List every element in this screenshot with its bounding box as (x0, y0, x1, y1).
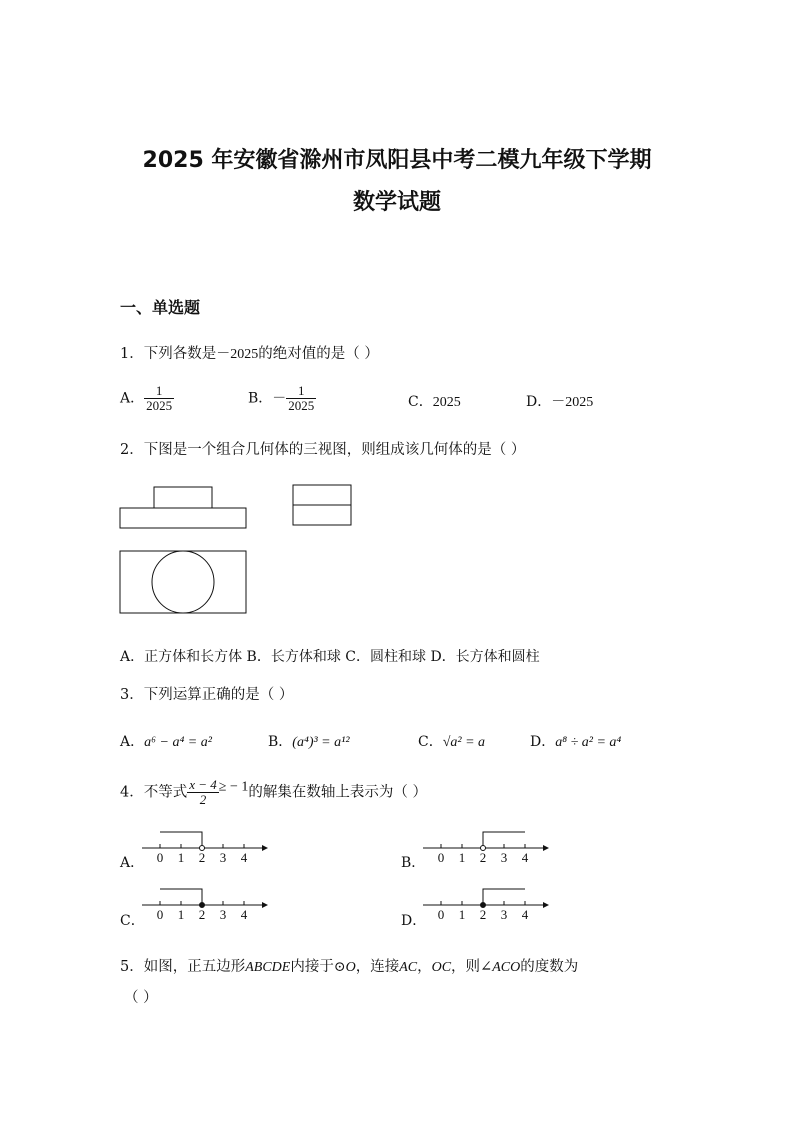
open-dot (481, 846, 486, 851)
question-5-stem: 5．如图，正五边形ABCDE内接于⊙O，连接AC，OC，则∠ACO的度数为 (120, 959, 579, 975)
question-1-stem: 1．下列各数是－2025的绝对值的是（ ） (120, 346, 379, 362)
axis-tick-label: 0 (156, 850, 164, 865)
axis-tick-label: 0 (437, 907, 445, 922)
axis-arrow (543, 902, 549, 908)
axis-tick-label: 3 (219, 850, 227, 865)
q4-option-b-label[interactable]: B． (401, 855, 426, 871)
closed-dot (200, 903, 205, 908)
three-view-figure (118, 484, 358, 618)
axis-tick-label: 1 (177, 907, 185, 922)
axis-tick-label: 2 (198, 850, 206, 865)
section-heading: 一、单选题 (120, 298, 201, 317)
q1-option-a[interactable]: A． $\frac{1}{2025}$ (120, 383, 173, 413)
axis-arrow (262, 902, 268, 908)
open-dot (200, 846, 205, 851)
axis-tick-label: 0 (437, 850, 445, 865)
axis-tick-label: 2 (479, 850, 487, 865)
closed-dot (481, 903, 486, 908)
axis-tick-label: 4 (521, 907, 529, 922)
solution-bracket (160, 832, 202, 845)
q2-options[interactable]: A．正方体和长方体 B．长方体和球 C．圆柱和球 D．长方体和圆柱 (120, 649, 540, 665)
q1-option-d[interactable]: D．－2025 (526, 394, 594, 410)
axis-tick-label: 3 (500, 907, 508, 922)
solution-bracket (160, 889, 202, 902)
q3-option-c[interactable]: C．√a² = a (418, 734, 486, 750)
page-title-line1: 2025 年安徽省滁州市凤阳县中考二模九年级下学期 (142, 148, 652, 173)
q4-option-c-label[interactable]: C． (120, 913, 145, 929)
question-5-paren: （ ） (124, 990, 158, 1006)
axis-tick-label: 0 (156, 907, 164, 922)
question-2-stem: 2．下图是一个组合几何体的三视图，则组成该几何体的是（ ） (120, 442, 526, 458)
axis-arrow (262, 845, 268, 851)
q4-option-d-label[interactable]: D． (401, 913, 427, 929)
axis-tick-label: 4 (240, 850, 248, 865)
axis-arrow (543, 845, 549, 851)
solution-bracket (483, 889, 525, 902)
axis-tick-label: 4 (240, 907, 248, 922)
axis-tick-label: 1 (177, 850, 185, 865)
side-view-top (293, 485, 351, 505)
q3-option-b[interactable]: B．(a⁴)³ = a¹² (268, 734, 350, 750)
q4-number-line-d (421, 883, 551, 923)
axis-tick-label: 2 (198, 907, 206, 922)
axis-tick-label: 1 (458, 850, 466, 865)
axis-tick-label: 1 (458, 907, 466, 922)
question-4-stem: 4．不等式 $\frac{x - 4}{2}$ ≥ − 1的解集在数轴上表示为（ ） (120, 777, 427, 807)
q4-number-line-b (421, 826, 551, 866)
q1-option-c[interactable]: C．2025 (408, 394, 461, 410)
axis-tick-label: 4 (521, 850, 529, 865)
q3-option-d[interactable]: D．a⁸ ÷ a² = a⁴ (530, 734, 622, 750)
axis-tick-label: 2 (479, 907, 487, 922)
q4-number-line-c (140, 883, 270, 923)
q3-option-a[interactable]: A．a⁶ − a⁴ = a² (120, 734, 212, 750)
q4-number-line-a (140, 826, 270, 866)
q1-option-b[interactable]: B．－ $\frac{1}{2025}$ (248, 383, 315, 413)
front-view-base (120, 508, 246, 528)
axis-tick-label: 3 (500, 850, 508, 865)
front-view-top-block (154, 487, 212, 508)
solution-bracket (483, 832, 525, 845)
top-view-circle (152, 551, 214, 613)
top-view-rect (120, 551, 246, 613)
q4-option-a-label[interactable]: A． (120, 855, 145, 871)
question-3-stem: 3．下列运算正确的是（ ） (120, 687, 294, 703)
page-title-line2: 数学试题 (352, 190, 441, 215)
axis-tick-label: 3 (219, 907, 227, 922)
side-view-base (293, 505, 351, 525)
